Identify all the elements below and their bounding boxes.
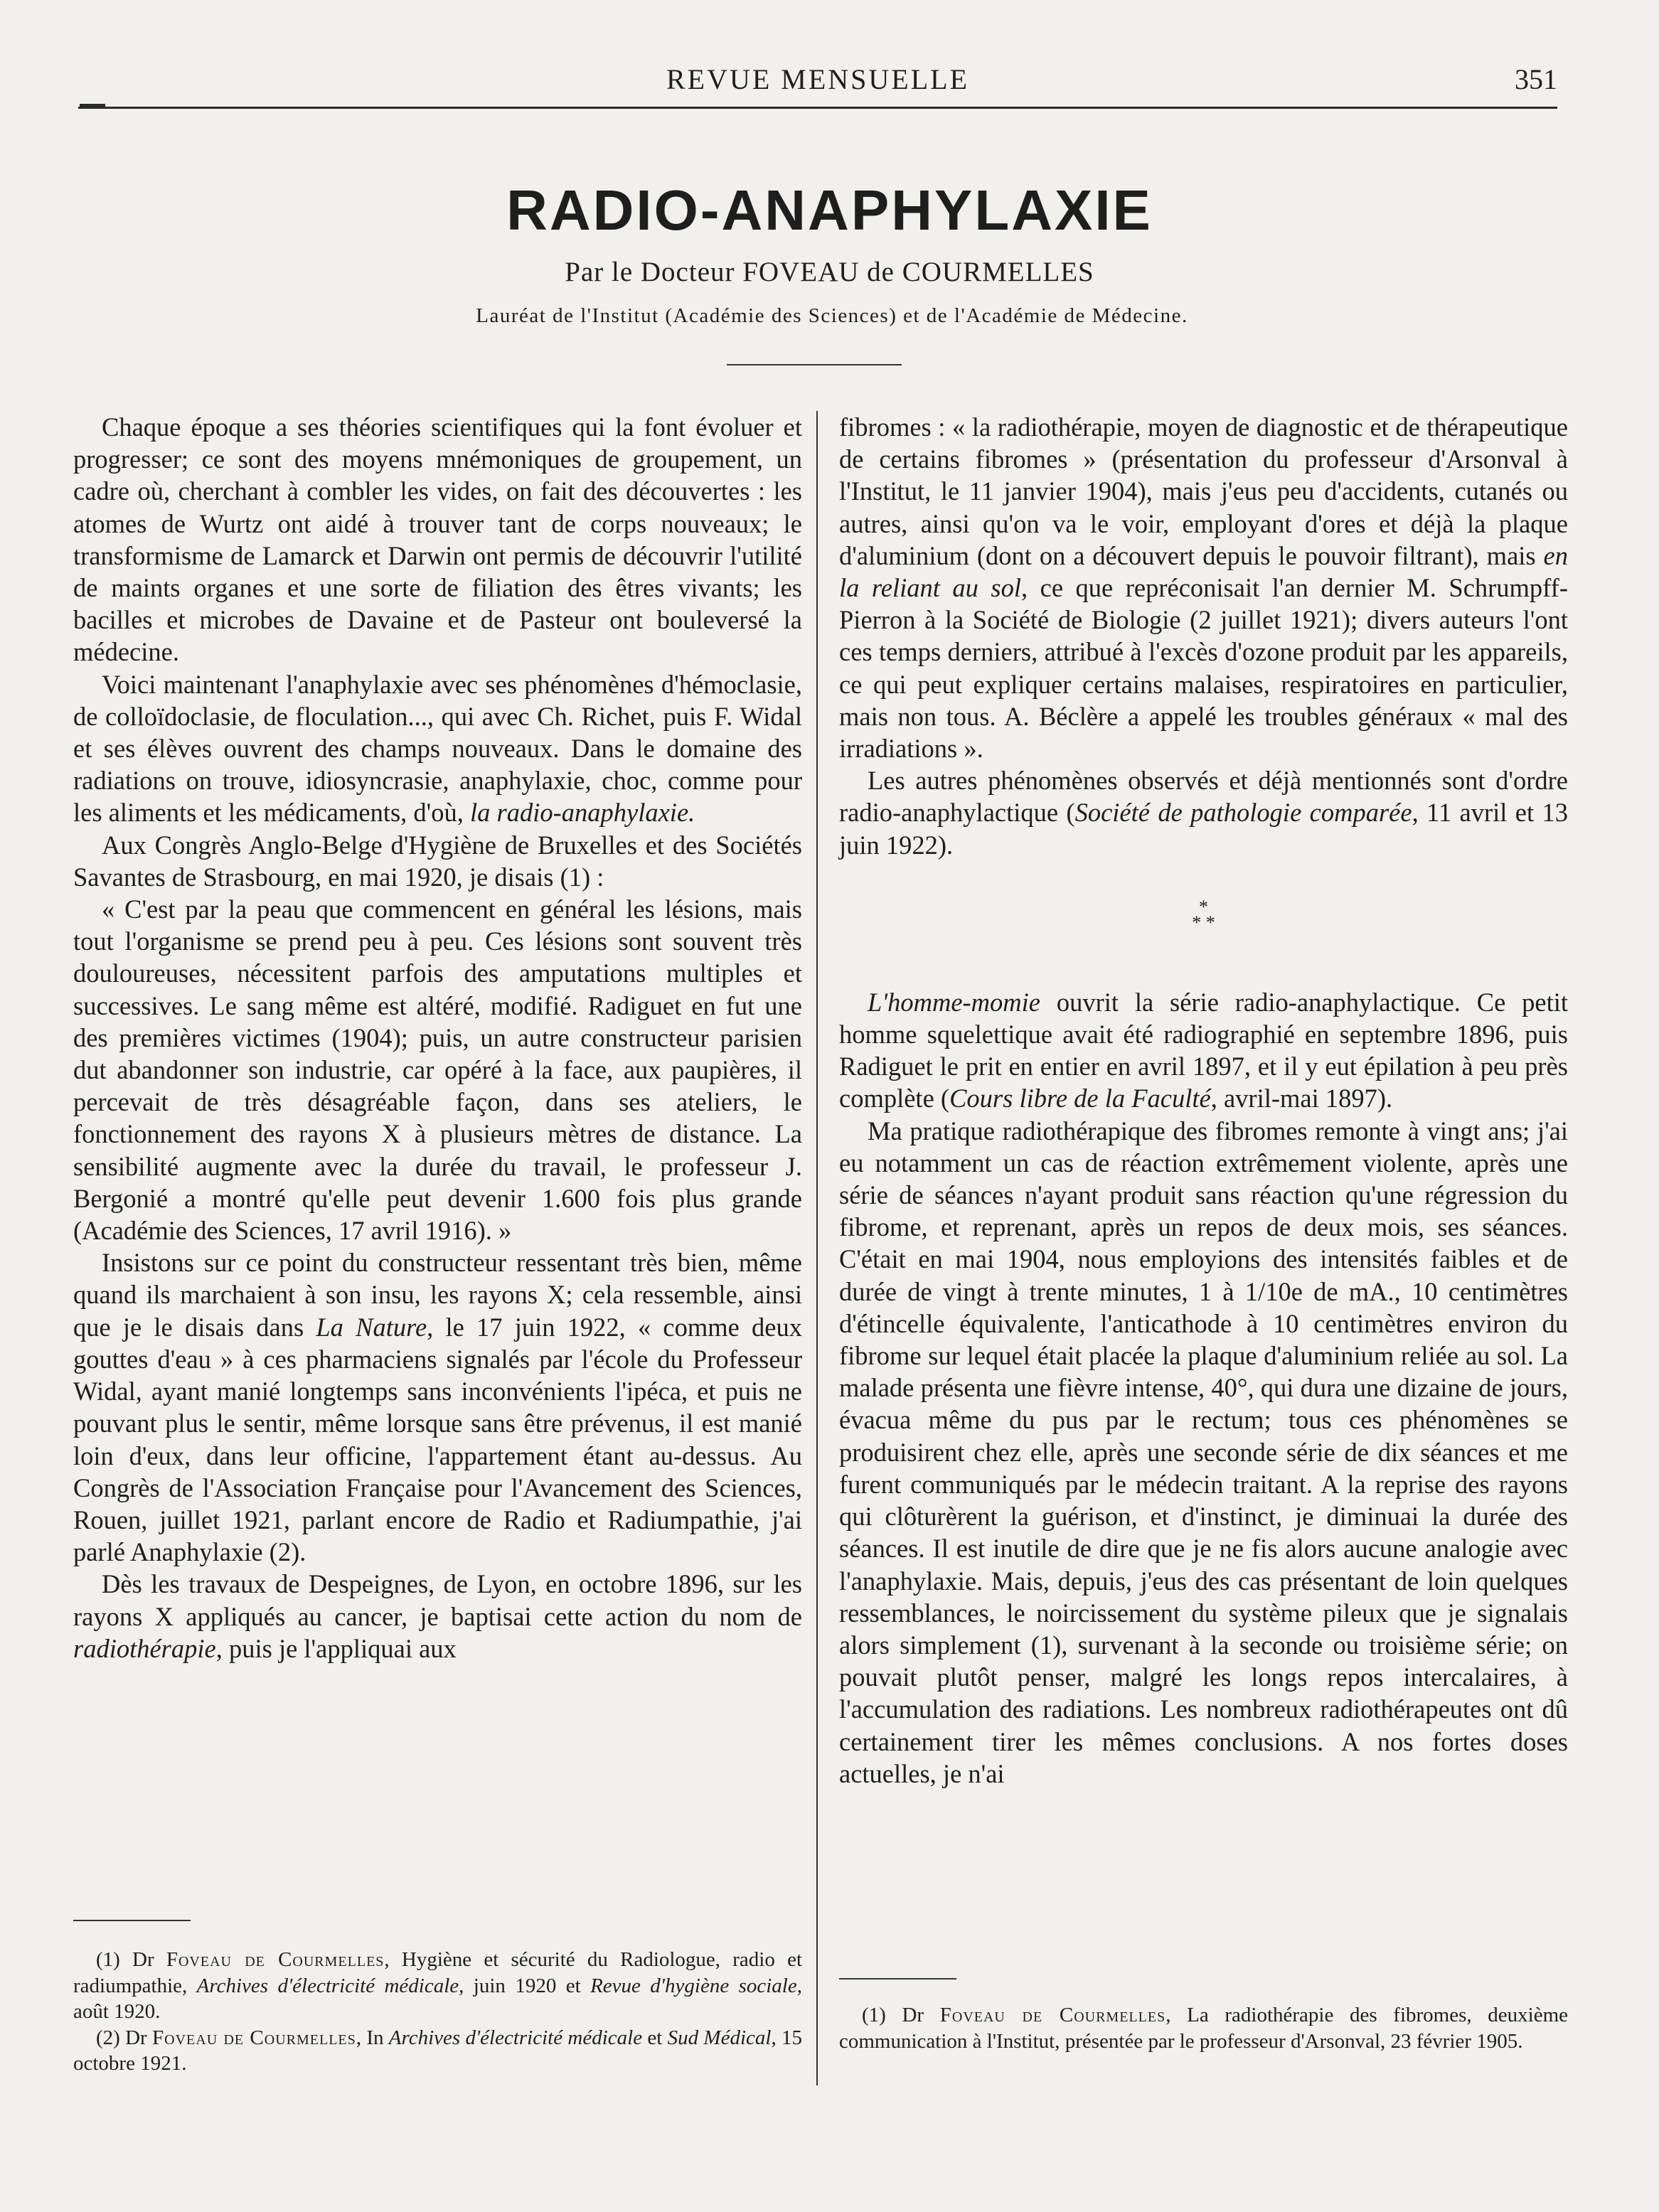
journal-title: REVUE MENSUELLE <box>666 63 970 95</box>
footnote: (1) Dr Foveau de Courmelles, La radiothérapie des fibromes, deuxième communication à l'Institut, présentée par le professeur d'Arsonval, 23 février 1905. <box>839 2004 1569 2053</box>
header-rule <box>78 107 1557 109</box>
paragraph: Chaque époque a ses théories scientifiques qui la font évoluer et progresser; ce sont des moyens mnémoniques de groupement, un cadre où, cherchant à combler les vides, on fait des découvertes : les atomes de Wurtz ont aidé à trouver tant de corps nouveaux; le transformisme de Lamarck et Darwin ont permis de découvrir l'utilité de maints organes et une sorte de filiation des êtres vivants; les bacilles et microbes de Davaine et de Pasteur ont bouleversé la médecine. <box>73 412 802 667</box>
paragraph: Voici maintenant l'anaphylaxie avec ses phénomènes d'hémoclasie, de colloïdoclasie, de floculation..., qui avec Ch. Richet, puis F. Widal et ses élèves ouvrent des champs nouveaux. Dans le domaine des radiations on trouve, idiosyncrasie, anaphylaxie, choc, comme pour les aliments et les médicaments, d'où, la radio-anaphylaxie. <box>73 669 802 828</box>
paragraph: Ma pratique radiothérapique des fibromes remonte à vingt ans; j'ai eu notamment un cas de réaction extrêmement violente, après une série de séances n'ayant produit sans réaction qu'une régression du fibrome, et reprenant, après un repos de deux mois, ses séances. C'était en mai 1904, nous employions des intensités faibles et de durée de vingt à trente minutes, 1 à 1/10e de mA., 10 centimètres d'étincelle équivalente, l'anticathode à 10 centimètres environ du fibrome sur lequel était placée la plaque d'aluminium reliée au sol. La malade présenta une fièvre intense, 40°, qui dura une dizaine de jours, évacua même du pus par le rectum; tous ces phénomènes se produisirent chez elle, après une seconde série de dix séances et me furent communiqués par le médecin traitant. A la reprise des rayons qui clôturèrent la guérison, et d'instinct, je diminuai la durée des séances. Il est inutile de dire que je ne fis alors aucune analogie avec l'anaphylaxie. Mais, depuis, j'eus des cas présentant de loin quelques ressemblances, le noircissement du système pileux que je signalais alors simplement (1), survenant à la seconde ou troisième série; on pouvait plutôt penser, malgré les longs repos intercalaires, à l'accumulation des radiations. Les nombreux radiothérapeutes ont dû certainement tirer les mêmes conclusions. A nos fortes doses actuelles, je n'ai <box>839 1116 1568 1788</box>
header-rule-mark <box>80 104 105 109</box>
right-column <box>839 411 1568 1790</box>
paragraph: Les autres phénomènes observés et déjà mentionnés sont d'ordre radio-anaphylactique (Société de pathologie comparée, 11 avril et 13 juin 1922). <box>839 766 1569 860</box>
footnote: (1) Dr Foveau de Courmelles, Hygiène et sécurité du Radiologue, radio et radiumpathie, Archives d'électricité médicale, juin 1920 et Revue d'hygiène sociale, août 1920. <box>73 1948 803 2023</box>
article-title: RADIO-ANAPHYLAXIE <box>506 178 1153 242</box>
footnote-rule-right <box>839 1978 956 1979</box>
paragraph: fibromes : « la radiothérapie, moyen de diagnostic et de thérapeutique de certains fibromes » (présentation du professeur d'Arsonval à l'Institut, le 11 janvier 1904), mais j'eus peu d'accidents, cutanés ou autres, ainsi qu'on va le voir, employant d'ores et déjà la plaque d'aluminium (dont on a découvert depuis le pouvoir filtrant), mais en la reliant au sol, ce que repréconisait l'an dernier M. Schrumpff-Pierron à la Société de Biologie (2 juillet 1921); divers auteurs l'ont ces temps derniers, attribué à l'excès d'ozone produit par les appareils, ce qui peut expliquer certains malaises, respiratoires en particulier, mais non tous. A. Béclère a appelé les troubles généraux « mal des irradiations ». <box>839 412 1568 764</box>
paragraph: Insistons sur ce point du constructeur ressentant très bien, même quand ils marchaient à son insu, les rayons X; cela ressemble, ainsi que je le disais dans La Nature, le 17 juin 1922, « comme deux gouttes d'eau » à ces pharmaciens signalés par l'école du Professeur Widal, ayant manié longtemps sans inconvénients l'ipéca, et puis ne pouvant plus le sentir, même lorsque sans être prévenus, il est manié loin d'eux, dans leur officine, l'appartement étant au-dessus. Au Congrès de l'Association Française pour l'Avancement des Sciences, Rouen, juillet 1921, parlant encore de Radio et Radiumpathie, j'ai parlé Anaphylaxie (2). <box>73 1248 802 1567</box>
author-affiliation: Lauréat de l'Institut (Académie des Sciences) et de l'Académie de Médecine. <box>476 304 1188 327</box>
article-byline: Par le Docteur FOVEAU de COURMELLES <box>565 257 1094 287</box>
paragraph: Aux Congrès Anglo-Belge d'Hygiène de Bruxelles et des Sociétés Savantes de Strasbourg, en mai 1920, je disais (1) : <box>73 830 802 892</box>
footnote: (2) Dr Foveau de Courmelles, In Archives d'électricité médicale et Sud Médical, 15 octobre 1921. <box>73 2026 803 2075</box>
footnotes-left <box>73 1947 802 2077</box>
column-divider <box>816 411 818 2085</box>
left-column <box>73 411 802 1665</box>
paragraph: L'homme-momie ouvrit la série radio-anaphylactique. Ce petit homme squelettique avait été radiographié en septembre 1896, puis Radiguet le prit en entier en avril 1897, et il y eut épilation à peu près complète (Cours libre de la Faculté, avril-mai 1897). <box>839 987 1568 1113</box>
paragraph: Dès les travaux de Despeignes, de Lyon, en octobre 1896, sur les rayons X appliqués au cancer, je baptisai cette action du nom de radiothérapie, puis je l'appliquai aux <box>73 1569 802 1663</box>
footnotes-right <box>839 2002 1568 2054</box>
section-break-asterisks: * * * <box>1192 896 1215 933</box>
paragraph-quotation: « C'est par la peau que commencent en général les lésions, mais tout l'organisme se prend peu à peu. Ces lésions sont souvent très douloureuses, nécessitent parfois des amputations multiples et successives. Le sang même est altéré, modifié. Radiguet en fut une des premières victimes (1904); puis, un autre constructeur parisien dut abandonner son industrie, car opéré à la face, aux paupières, il percevait de très désagréable façon, dans ses ateliers, le fonctionnement des rayons X à plusieurs mètres de distance. La sensibilité augmente avec la durée du travail, le professeur J. Bergonié a montré qu'elle peut devenir 1.600 fois plus grande (Académie des Sciences, 17 avril 1916). » <box>73 894 802 1246</box>
page-number: 351 <box>1515 63 1557 95</box>
title-separator <box>727 364 902 365</box>
running-head <box>78 63 1557 105</box>
footnote-rule-left <box>73 1920 191 1921</box>
